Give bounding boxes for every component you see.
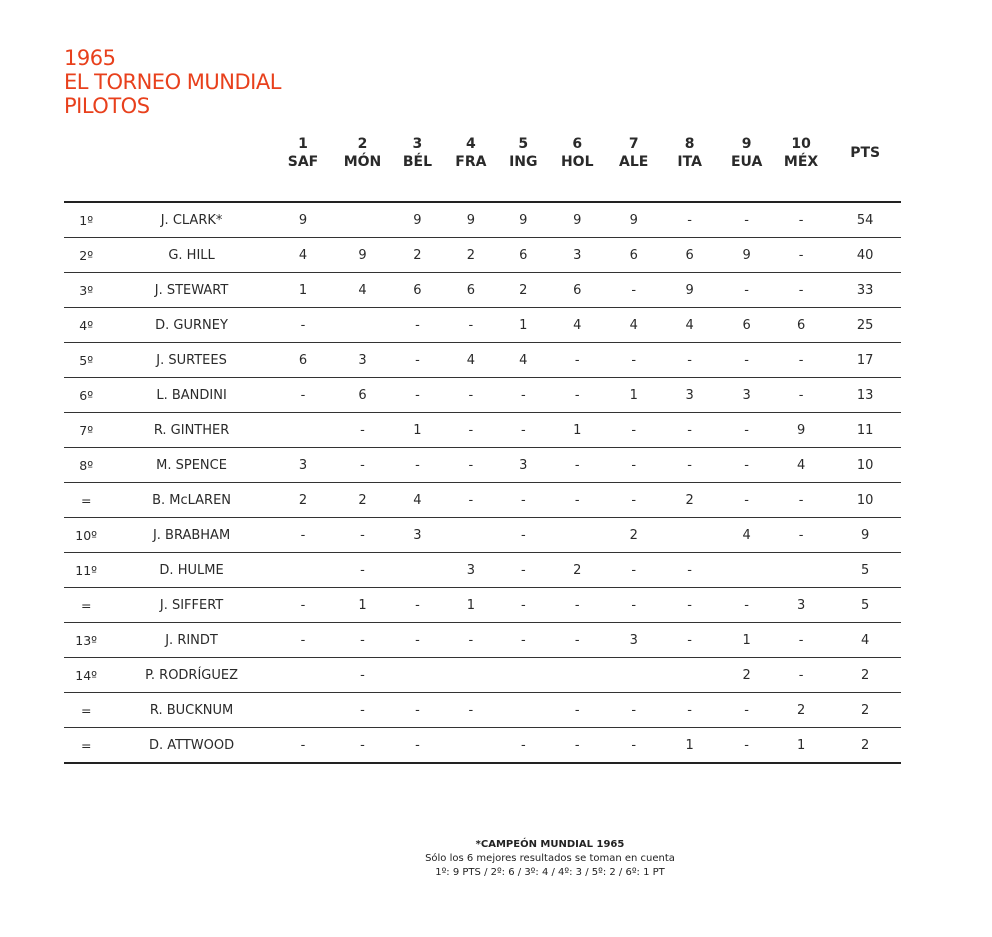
result-cell: - [773,343,829,378]
header-race-ita [659,135,721,202]
points-cell: 2 [829,728,901,764]
race-number: 4 [465,136,476,152]
table-row [64,693,901,728]
standings-table [64,135,901,764]
driver-cell: D. ATTWOOD [108,728,274,764]
header-race-méx [773,135,829,202]
points-cell: 33 [829,273,901,308]
title-drivers: PILOTOS [64,94,150,118]
result-cell [394,553,441,588]
result-cell: 9 [659,273,721,308]
result-cell [275,693,331,728]
result-cell: 2 [773,693,829,728]
table-row [64,658,901,693]
result-cell: - [441,448,500,483]
points-cell: 10 [829,483,901,518]
race-code: FRA [455,154,487,170]
result-cell: - [546,588,609,623]
result-cell: 6 [720,308,772,343]
result-cell: - [659,553,721,588]
race-code: MÉX [783,154,819,170]
table-header-row [64,135,901,202]
result-cell: - [720,343,772,378]
table-row [64,413,901,448]
result-cell [501,693,546,728]
result-cell: - [394,378,441,413]
result-cell: 3 [275,448,331,483]
result-cell [275,413,331,448]
position-cell: 1º [64,202,108,238]
result-cell: 9 [275,202,331,238]
scoring-note: 1º: 9 PTS / 2º: 6 / 3º: 4 / 4º: 3 / 5º: 2 / 6º: 1 PT [435,867,665,878]
result-cell: - [609,588,659,623]
table-row [64,308,901,343]
result-cell: - [546,728,609,764]
race-code: ITA [677,154,702,170]
driver-cell: D. HULME [108,553,274,588]
position-cell: = [64,588,108,623]
result-cell: 6 [546,273,609,308]
driver-cell: J. CLARK* [108,202,274,238]
header-race-eua [720,135,772,202]
table-row [64,518,901,553]
result-cell: 3 [441,553,500,588]
header-race-ing [501,135,546,202]
result-cell: 4 [773,448,829,483]
result-cell: - [720,448,772,483]
result-cell [609,658,659,693]
race-code: EUA [730,154,763,170]
driver-cell: G. HILL [108,238,274,273]
result-cell: - [275,518,331,553]
result-cell: 4 [331,273,394,308]
champion-note: *CAMPEÓN MUNDIAL 1965 [475,839,625,850]
result-cell: - [609,413,659,448]
result-cell: 3 [720,378,772,413]
result-cell [331,202,394,238]
driver-cell: R. GINTHER [108,413,274,448]
result-cell: 3 [394,518,441,553]
driver-cell: R. BUCKNUM [108,693,274,728]
position-cell: 6º [64,378,108,413]
result-cell [275,658,331,693]
position-cell: 5º [64,343,108,378]
table-row [64,273,901,308]
result-cell: - [501,378,546,413]
result-cell: - [331,413,394,448]
driver-cell: J. SURTEES [108,343,274,378]
header-race-fra [441,135,500,202]
driver-cell: J. SIFFERT [108,588,274,623]
result-cell: 9 [394,202,441,238]
result-cell: 6 [394,273,441,308]
result-cell: - [441,413,500,448]
best-results-note: Sólo los 6 mejores resultados se toman en cuenta [425,853,675,864]
race-number: 5 [518,136,529,152]
table-row [64,728,901,764]
result-cell: - [773,623,829,658]
result-cell [331,308,394,343]
result-cell: 3 [331,343,394,378]
driver-cell: B. McLAREN [108,483,274,518]
result-cell: 1 [331,588,394,623]
race-number: 10 [791,136,811,152]
result-cell: - [720,273,772,308]
result-cell: - [394,588,441,623]
result-cell: 4 [546,308,609,343]
result-cell [773,553,829,588]
result-cell: 2 [394,238,441,273]
result-cell: 1 [659,728,721,764]
result-cell: 4 [441,343,500,378]
points-cell: 2 [829,658,901,693]
race-number: 3 [412,136,423,152]
header-driver [108,135,274,202]
position-cell: = [64,693,108,728]
footer-notes [380,838,720,880]
result-cell: - [659,588,721,623]
points-cell: 4 [829,623,901,658]
result-cell: 3 [773,588,829,623]
result-cell: 4 [659,308,721,343]
position-cell: 8º [64,448,108,483]
result-cell: 4 [720,518,772,553]
result-cell: 1 [275,273,331,308]
position-cell: 14º [64,658,108,693]
result-cell: - [659,202,721,238]
result-cell [275,553,331,588]
result-cell: - [609,728,659,764]
header-race-hol [546,135,609,202]
driver-cell: D. GURNEY [108,308,274,343]
result-cell: 1 [609,378,659,413]
result-cell: - [441,483,500,518]
result-cell: 6 [501,238,546,273]
table-body [64,202,901,763]
result-cell [720,553,772,588]
result-cell: - [501,728,546,764]
result-cell: 6 [441,273,500,308]
driver-cell: J. STEWART [108,273,274,308]
points-cell: 25 [829,308,901,343]
result-cell: 2 [659,483,721,518]
header-race-món [331,135,394,202]
result-cell: - [720,202,772,238]
driver-cell: L. BANDINI [108,378,274,413]
points-cell: 5 [829,553,901,588]
header-position [64,135,108,202]
result-cell: - [394,693,441,728]
result-cell: - [659,693,721,728]
result-cell: - [659,448,721,483]
result-cell: 3 [501,448,546,483]
result-cell: - [773,238,829,273]
result-cell: - [720,588,772,623]
result-cell: 4 [501,343,546,378]
driver-cell: J. RINDT [108,623,274,658]
result-cell: - [546,343,609,378]
result-cell [659,658,721,693]
result-cell: - [501,413,546,448]
result-cell: 1 [501,308,546,343]
result-cell: - [331,658,394,693]
result-cell: - [609,553,659,588]
result-cell: 4 [275,238,331,273]
result-cell: 2 [609,518,659,553]
result-cell: - [720,693,772,728]
position-cell: 11º [64,553,108,588]
result-cell: - [275,588,331,623]
race-number: 9 [741,136,752,152]
points-cell: 2 [829,693,901,728]
result-cell: - [394,343,441,378]
result-cell: - [501,518,546,553]
race-code: HOL [560,154,594,170]
result-cell: - [609,483,659,518]
result-cell: - [773,518,829,553]
result-cell: - [546,623,609,658]
result-cell: - [275,728,331,764]
table-row [64,623,901,658]
result-cell: - [773,378,829,413]
result-cell: 4 [609,308,659,343]
result-cell [441,518,500,553]
result-cell: - [501,623,546,658]
points-cell: 40 [829,238,901,273]
result-cell: 2 [441,238,500,273]
header-race-bél [394,135,441,202]
position-cell: = [64,728,108,764]
result-cell: 3 [546,238,609,273]
table-row [64,343,901,378]
driver-cell: M. SPENCE [108,448,274,483]
result-cell: 9 [609,202,659,238]
result-cell: 9 [546,202,609,238]
driver-cell: J. BRABHAM [108,518,274,553]
result-cell: - [546,448,609,483]
result-cell: - [659,623,721,658]
result-cell: 9 [441,202,500,238]
result-cell: - [720,728,772,764]
result-cell: - [331,693,394,728]
result-cell: - [331,728,394,764]
result-cell: - [275,378,331,413]
result-cell: 1 [720,623,772,658]
result-cell: - [659,343,721,378]
result-cell: - [773,202,829,238]
result-cell: - [394,728,441,764]
result-cell [394,658,441,693]
race-number: 1 [298,136,308,152]
table-row [64,378,901,413]
table-row [64,238,901,273]
result-cell: - [609,693,659,728]
result-cell [659,518,721,553]
result-cell: - [609,343,659,378]
result-cell: - [501,553,546,588]
result-cell: - [331,553,394,588]
result-cell: - [331,623,394,658]
result-cell: 2 [720,658,772,693]
position-cell: 13º [64,623,108,658]
result-cell: - [720,483,772,518]
table-row [64,588,901,623]
result-cell [441,658,500,693]
table-row [64,553,901,588]
table-row [64,202,901,238]
result-cell: - [773,273,829,308]
result-cell: - [441,378,500,413]
result-cell [501,658,546,693]
result-cell: 6 [773,308,829,343]
result-cell [441,728,500,764]
result-cell: - [659,413,721,448]
race-code: ALE [619,154,649,170]
title-year: 1965 [64,46,116,70]
table-row [64,483,901,518]
points-cell: 54 [829,202,901,238]
result-cell: 1 [394,413,441,448]
result-cell: - [275,308,331,343]
points-cell: 5 [829,588,901,623]
position-cell: 3º [64,273,108,308]
result-cell: - [501,483,546,518]
page-title [64,46,281,118]
result-cell: 9 [501,202,546,238]
position-cell: 2º [64,238,108,273]
header-race-saf [275,135,331,202]
result-cell: - [394,308,441,343]
result-cell: - [609,273,659,308]
result-cell: - [773,483,829,518]
race-code: BÉL [402,154,432,170]
points-cell: 9 [829,518,901,553]
result-cell: 3 [659,378,721,413]
result-cell: - [441,308,500,343]
driver-cell: P. RODRÍGUEZ [108,658,274,693]
result-cell: 9 [720,238,772,273]
header-points: PTS [829,135,901,202]
race-number: 2 [357,136,368,152]
result-cell: 2 [275,483,331,518]
title-championship: EL TORNEO MUNDIAL [64,70,281,94]
points-cell: 11 [829,413,901,448]
race-code: MÓN [343,154,382,170]
result-cell: 1 [441,588,500,623]
race-number: 7 [628,136,639,152]
result-cell: 2 [501,273,546,308]
result-cell: 9 [773,413,829,448]
header-race-ale [609,135,659,202]
result-cell: - [773,658,829,693]
result-cell: - [609,448,659,483]
result-cell: 2 [546,553,609,588]
result-cell: - [441,693,500,728]
result-cell: 2 [331,483,394,518]
position-cell: 10º [64,518,108,553]
points-cell: 13 [829,378,901,413]
result-cell: 1 [546,413,609,448]
result-cell: - [331,518,394,553]
result-cell: 4 [394,483,441,518]
result-cell: 9 [331,238,394,273]
result-cell: - [331,448,394,483]
points-cell: 17 [829,343,901,378]
race-number: 8 [684,136,695,152]
result-cell: - [394,623,441,658]
result-cell: 6 [275,343,331,378]
result-cell [546,518,609,553]
result-cell: - [394,448,441,483]
race-number: 6 [572,136,583,152]
result-cell: - [275,623,331,658]
position-cell: 4º [64,308,108,343]
result-cell [546,658,609,693]
points-cell: 10 [829,448,901,483]
result-cell: 6 [331,378,394,413]
result-cell: 6 [659,238,721,273]
result-cell: - [546,693,609,728]
position-cell: 7º [64,413,108,448]
result-cell: - [501,588,546,623]
result-cell: - [546,483,609,518]
table-row [64,448,901,483]
race-code: ING [509,154,538,170]
result-cell: - [441,623,500,658]
result-cell: 6 [609,238,659,273]
position-cell: = [64,483,108,518]
result-cell: 3 [609,623,659,658]
result-cell: 1 [773,728,829,764]
result-cell: - [720,413,772,448]
race-code: SAF [287,154,319,170]
result-cell: - [546,378,609,413]
